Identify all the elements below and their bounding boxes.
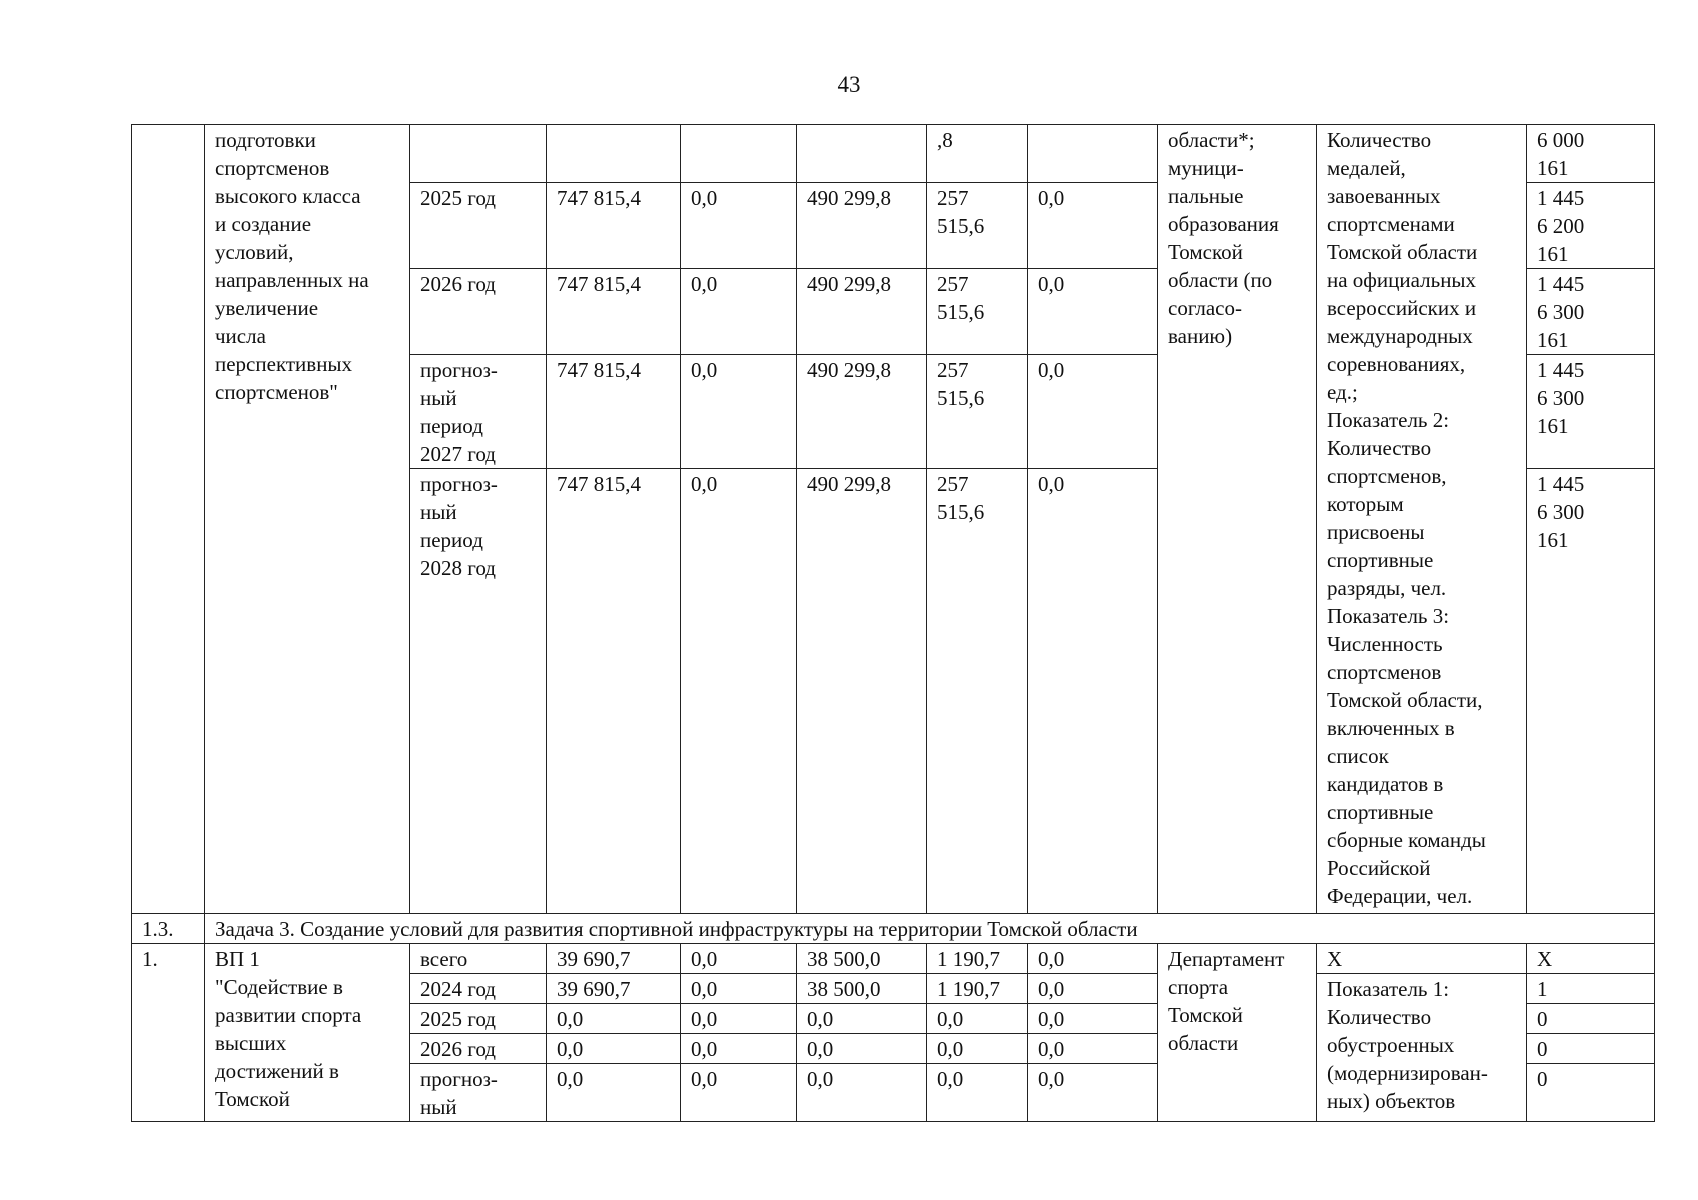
- regional-cell: 490 299,8: [797, 269, 927, 355]
- task-row: [132, 914, 1655, 944]
- indicator-values-cell: 1: [1527, 974, 1655, 1004]
- extra-budget-cell: 0,0: [1028, 1064, 1158, 1122]
- regional-cell: 0,0: [797, 1034, 927, 1064]
- total-cell: 0,0: [547, 1004, 681, 1034]
- indicator-values-cell: 0: [1527, 1034, 1655, 1064]
- activity-name-cell: ВП 1 "Содействие в развитии спорта высших достижений в Томской: [205, 944, 410, 1122]
- period-cell: 2025 год: [410, 183, 547, 269]
- indicator-values-cell: 1 445 6 300 161: [1527, 269, 1655, 355]
- extra-budget-cell: 0,0: [1028, 974, 1158, 1004]
- total-cell: 39 690,7: [547, 944, 681, 974]
- federal-cell: 0,0: [681, 974, 797, 1004]
- regional-cell: 490 299,8: [797, 469, 927, 914]
- municipal-cell: 257 515,6: [927, 355, 1028, 469]
- municipal-cell: 257 515,6: [927, 269, 1028, 355]
- federal-cell: 0,0: [681, 355, 797, 469]
- regional-cell: 0,0: [797, 1004, 927, 1034]
- extra-budget-cell: 0,0: [1028, 944, 1158, 974]
- indicator-values-cell: 0: [1527, 1004, 1655, 1034]
- executor-cell: области*; муници- пальные образования Томской области (по согласо- ванию): [1158, 125, 1317, 914]
- period-cell: всего: [410, 944, 547, 974]
- period-cell: [410, 125, 547, 183]
- period-cell: прогноз- ный: [410, 1064, 547, 1122]
- period-cell: 2026 год: [410, 269, 547, 355]
- total-cell: 747 815,4: [547, 355, 681, 469]
- indicator-values-cell: X: [1527, 944, 1655, 974]
- extra-budget-cell: 0,0: [1028, 1034, 1158, 1064]
- regional-cell: 38 500,0: [797, 974, 927, 1004]
- table-row: [132, 944, 1655, 974]
- extra-budget-cell: [1028, 125, 1158, 183]
- municipal-cell: 1 190,7: [927, 944, 1028, 974]
- period-cell: 2025 год: [410, 1004, 547, 1034]
- period-cell: 2024 год: [410, 974, 547, 1004]
- regional-cell: 490 299,8: [797, 355, 927, 469]
- extra-budget-cell: 0,0: [1028, 183, 1158, 269]
- indicators-cell: Показатель 1: Количество обустроенных (модернизирован- ных) объектов: [1317, 974, 1527, 1122]
- federal-cell: 0,0: [681, 1004, 797, 1034]
- indicator-values-cell: 1 445 6 300 161: [1527, 469, 1655, 914]
- federal-cell: 0,0: [681, 944, 797, 974]
- period-cell: 2026 год: [410, 1034, 547, 1064]
- total-cell: 747 815,4: [547, 183, 681, 269]
- total-cell: 39 690,7: [547, 974, 681, 1004]
- federal-cell: [681, 125, 797, 183]
- regional-cell: 490 299,8: [797, 183, 927, 269]
- program-table: [131, 124, 1655, 1122]
- task-title: Задача 3. Создание условий для развития спортивной инфраструктуры на территории Томской области: [205, 914, 1655, 944]
- regional-cell: 38 500,0: [797, 944, 927, 974]
- row-number-cell: [132, 125, 205, 914]
- extra-budget-cell: 0,0: [1028, 469, 1158, 914]
- activity-name-cell: подготовки спортсменов высокого класса и создание условий, направленных на увеличение числа перспективных спортсменов": [205, 125, 410, 914]
- table-row: [132, 125, 1655, 183]
- federal-cell: 0,0: [681, 183, 797, 269]
- federal-cell: 0,0: [681, 269, 797, 355]
- extra-budget-cell: 0,0: [1028, 355, 1158, 469]
- indicator-header-cell: X: [1317, 944, 1527, 974]
- municipal-cell: 0,0: [927, 1004, 1028, 1034]
- federal-cell: 0,0: [681, 1064, 797, 1122]
- total-cell: 747 815,4: [547, 469, 681, 914]
- municipal-cell: 0,0: [927, 1064, 1028, 1122]
- regional-cell: 0,0: [797, 1064, 927, 1122]
- indicators-cell: Количество медалей, завоеванных спортсменами Томской области на официальных всероссийских и международных соревнованиях, ед.; Показатель 2: Количество спортсменов, которым присвоены спортивные разряды, чел. Показатель 3: Численность спортсменов Томской области, включенных в список кандидатов в спортивные сборные команды Российской Федерации, чел.: [1317, 125, 1527, 914]
- total-cell: [547, 125, 681, 183]
- period-cell: прогноз- ный период 2027 год: [410, 355, 547, 469]
- total-cell: 747 815,4: [547, 269, 681, 355]
- federal-cell: 0,0: [681, 1034, 797, 1064]
- municipal-cell: ,8: [927, 125, 1028, 183]
- regional-cell: [797, 125, 927, 183]
- municipal-cell: 257 515,6: [927, 183, 1028, 269]
- task-number: 1.3.: [132, 914, 205, 944]
- indicator-values-cell: 0: [1527, 1064, 1655, 1122]
- municipal-cell: 0,0: [927, 1034, 1028, 1064]
- total-cell: 0,0: [547, 1034, 681, 1064]
- row-number-cell: 1.: [132, 944, 205, 1122]
- extra-budget-cell: 0,0: [1028, 269, 1158, 355]
- indicator-values-cell: 6 000 161: [1527, 125, 1655, 183]
- extra-budget-cell: 0,0: [1028, 1004, 1158, 1034]
- period-cell: прогноз- ный период 2028 год: [410, 469, 547, 914]
- municipal-cell: 257 515,6: [927, 469, 1028, 914]
- indicator-values-cell: 1 445 6 200 161: [1527, 183, 1655, 269]
- total-cell: 0,0: [547, 1064, 681, 1122]
- executor-cell: Департамент спорта Томской области: [1158, 944, 1317, 1122]
- municipal-cell: 1 190,7: [927, 974, 1028, 1004]
- page-number: 43: [837, 72, 861, 97]
- indicator-values-cell: 1 445 6 300 161: [1527, 355, 1655, 469]
- federal-cell: 0,0: [681, 469, 797, 914]
